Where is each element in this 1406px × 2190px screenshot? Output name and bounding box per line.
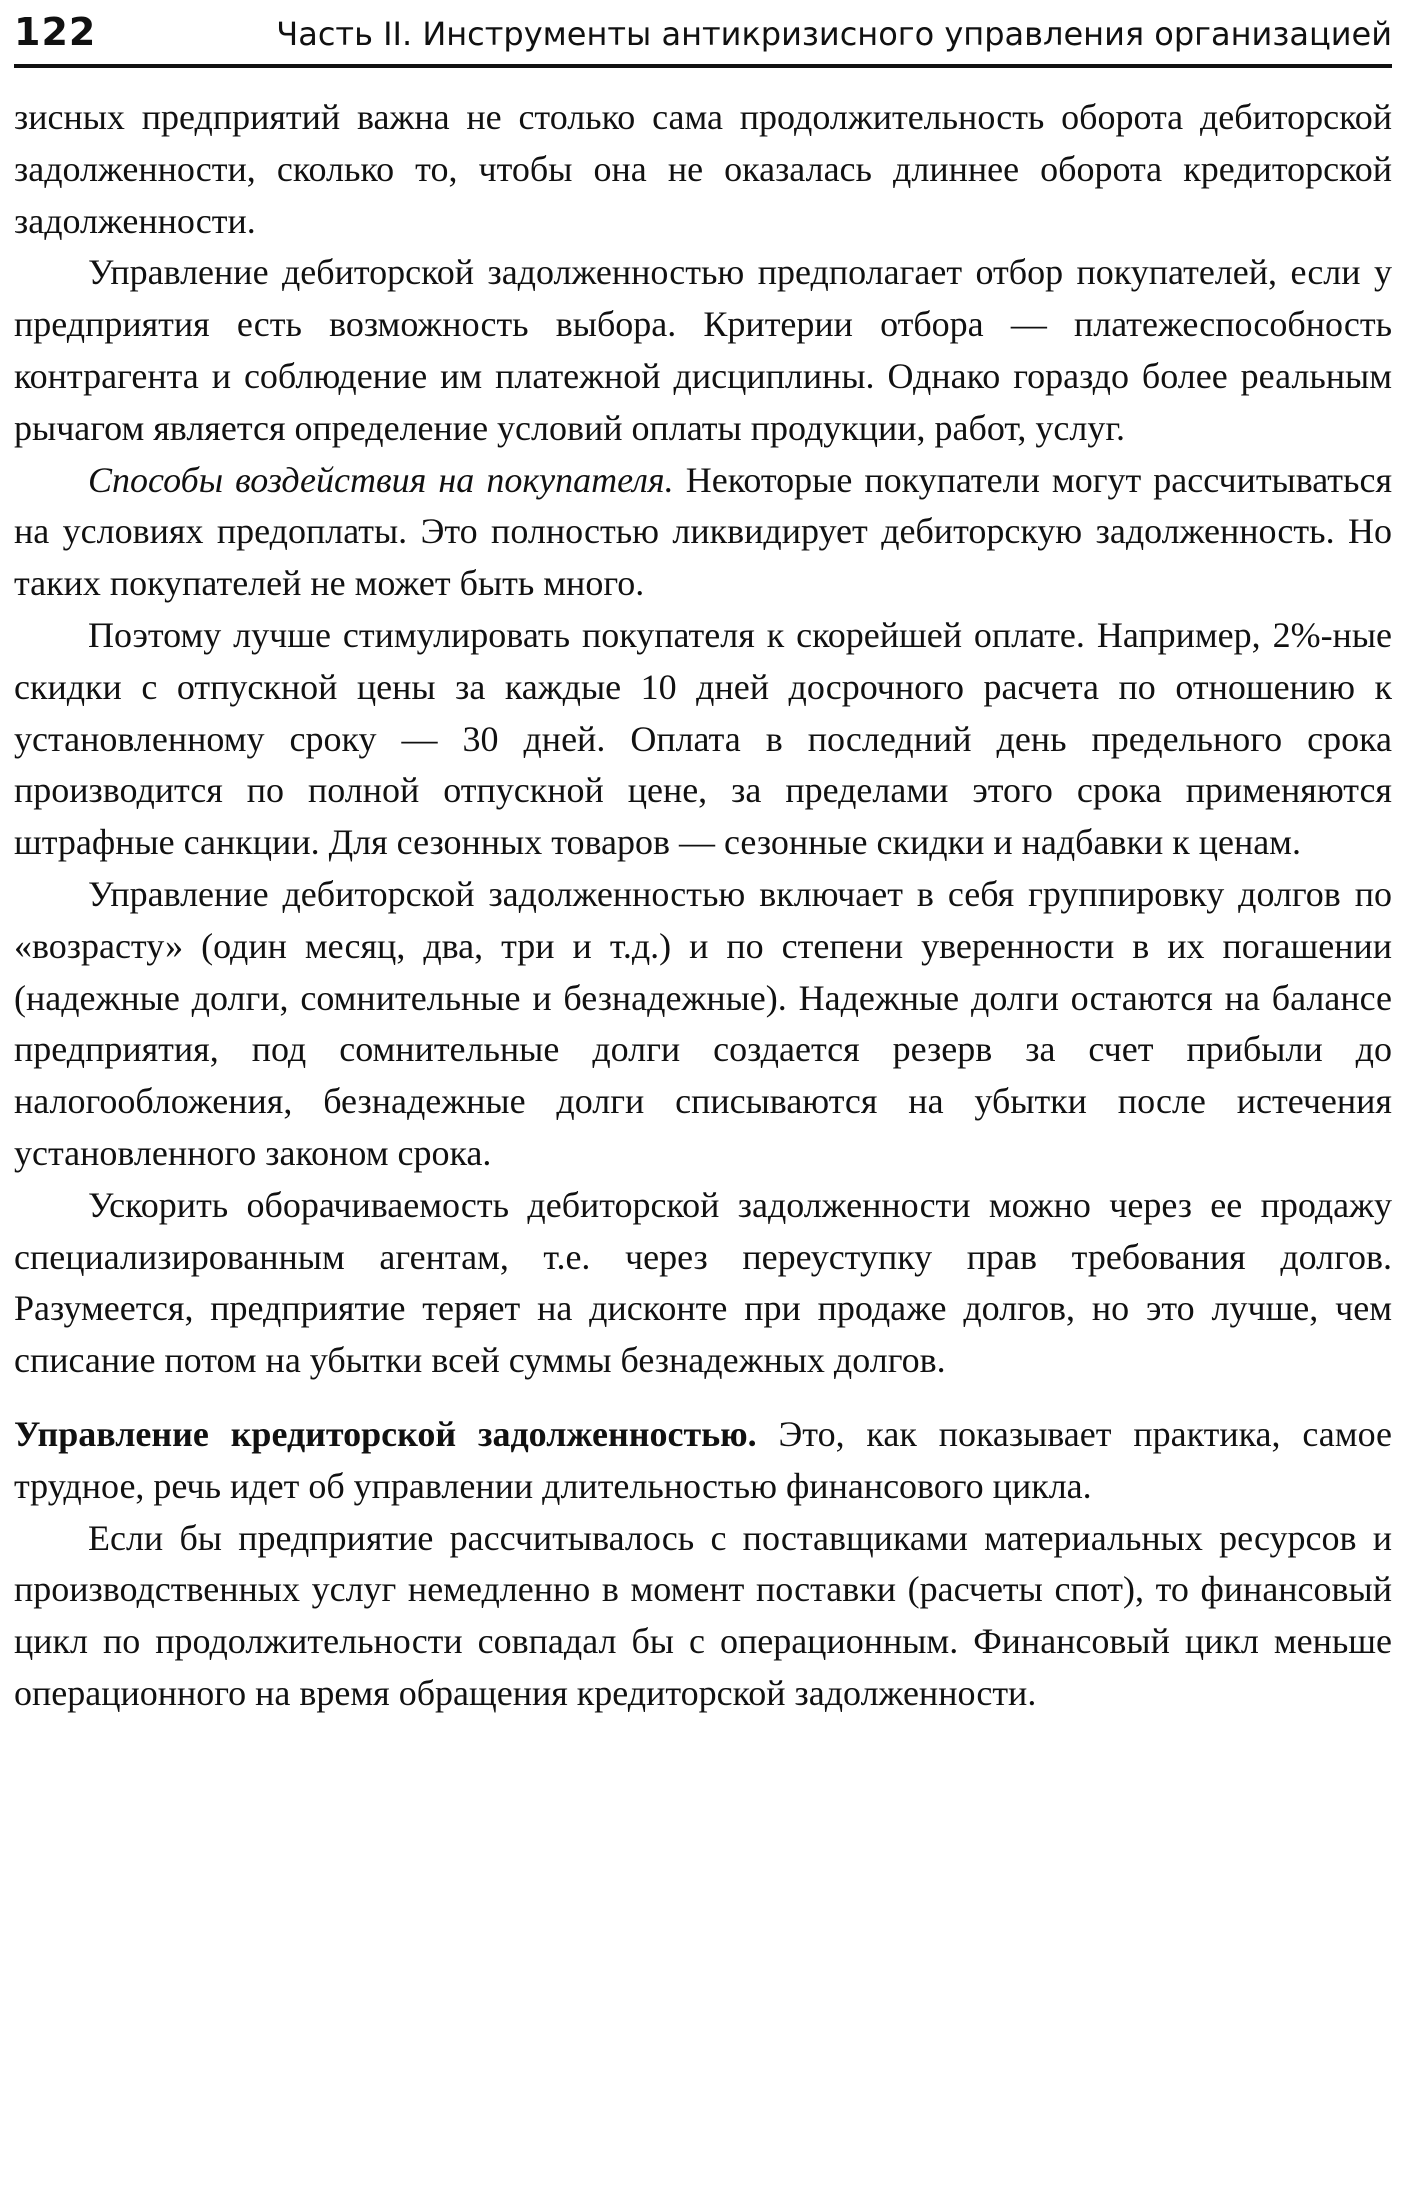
page-number: 122 bbox=[14, 10, 97, 54]
paragraph-text: Это, как показывает практика, самое трудное, речь идет об управлении длительностью финансового цикла. bbox=[14, 1413, 1392, 1506]
paragraph-text: Управление дебиторской задолженностью предполагает отбор покупателей, если у предприятия есть возможность выбора. Критерии отбора — платежеспособность контрагента и соблюдение им платежной дисциплины. Однако гораздо более реальным рычагом является определение условий оплаты продукции, работ, услуг. bbox=[14, 252, 1392, 448]
paragraph-text: Поэтому лучше стимулировать покупателя к скорейшей оплате. Например, 2%-ные скидки с отпускной цены за каждые 10 дней досрочного расчета по отношению к установленному сроку — 30 дней. Оплата в последний день предельного срока производится по полной отпускной цене, за пределами этого срока применяются штрафные санкции. Для сезонных товаров — сезонные скидки и надбавки к ценам. bbox=[14, 614, 1392, 863]
body-text bbox=[14, 92, 1392, 1720]
paragraph-text: Некоторые покупатели могут рассчитываться на условиях предоплаты. Это полностью ликвидирует дебиторскую задолженность. Но таких покупателей не может быть много. bbox=[14, 459, 1392, 604]
paragraph-text: зисных предприятий важна не столько сама продолжительность оборота дебиторской задолженности, сколько то, чтобы она не оказалась длиннее оборота кредиторской задолженности. bbox=[14, 97, 1392, 241]
running-title: Часть II. Инструменты антикризисного управления организацией bbox=[276, 15, 1392, 53]
section-heading: Управление кредиторской задолженностью. bbox=[14, 1413, 757, 1454]
run-in-heading: Способы воздействия на покупателя. bbox=[88, 459, 674, 500]
paragraph-text: Управление дебиторской задолженностью включает в себя группировку долгов по «возрасту» (один месяц, два, три и т.д.) и по степени уверенности в их погашении (надежные долги, сомнительные и безнадежные). Надежные долги остаются на балансе предприятия, под сомнительные долги создается резерв за счет прибыли до налогообложения, безнадежные долги списываются на убытки после истечения установленного законом срока. bbox=[14, 873, 1392, 1173]
paragraph-financial-cycle bbox=[14, 1513, 1392, 1720]
paragraph-early-payment bbox=[14, 610, 1392, 869]
paragraph-debt-grouping bbox=[14, 869, 1392, 1180]
paragraph-text: Если бы предприятие рассчитывалось с поставщиками материальных ресурсов и производственных услуг немедленно в момент поставки (расчеты спот), то финансовый цикл по продолжительности совпадал бы с операционным. Финансовый цикл меньше операционного на время обращения кредиторской задолженности. bbox=[14, 1517, 1392, 1713]
running-header bbox=[14, 10, 1392, 68]
paragraph-receivables-management bbox=[14, 247, 1392, 454]
paragraph-continuation bbox=[14, 92, 1392, 247]
book-page bbox=[14, 10, 1392, 1720]
paragraph-text: Ускорить оборачиваемость дебиторской задолженности можно через ее продажу специализированным агентам, т.е. через переуступку прав требования долгов. Разумеется, предприятие теряет на дисконте при продаже долгов, но это лучше, чем списание потом на убытки всей суммы безнадежных долгов. bbox=[14, 1184, 1392, 1381]
paragraph-payables-management bbox=[14, 1409, 1392, 1513]
paragraph-buyer-influence bbox=[14, 455, 1392, 610]
paragraph-debt-sale bbox=[14, 1180, 1392, 1387]
